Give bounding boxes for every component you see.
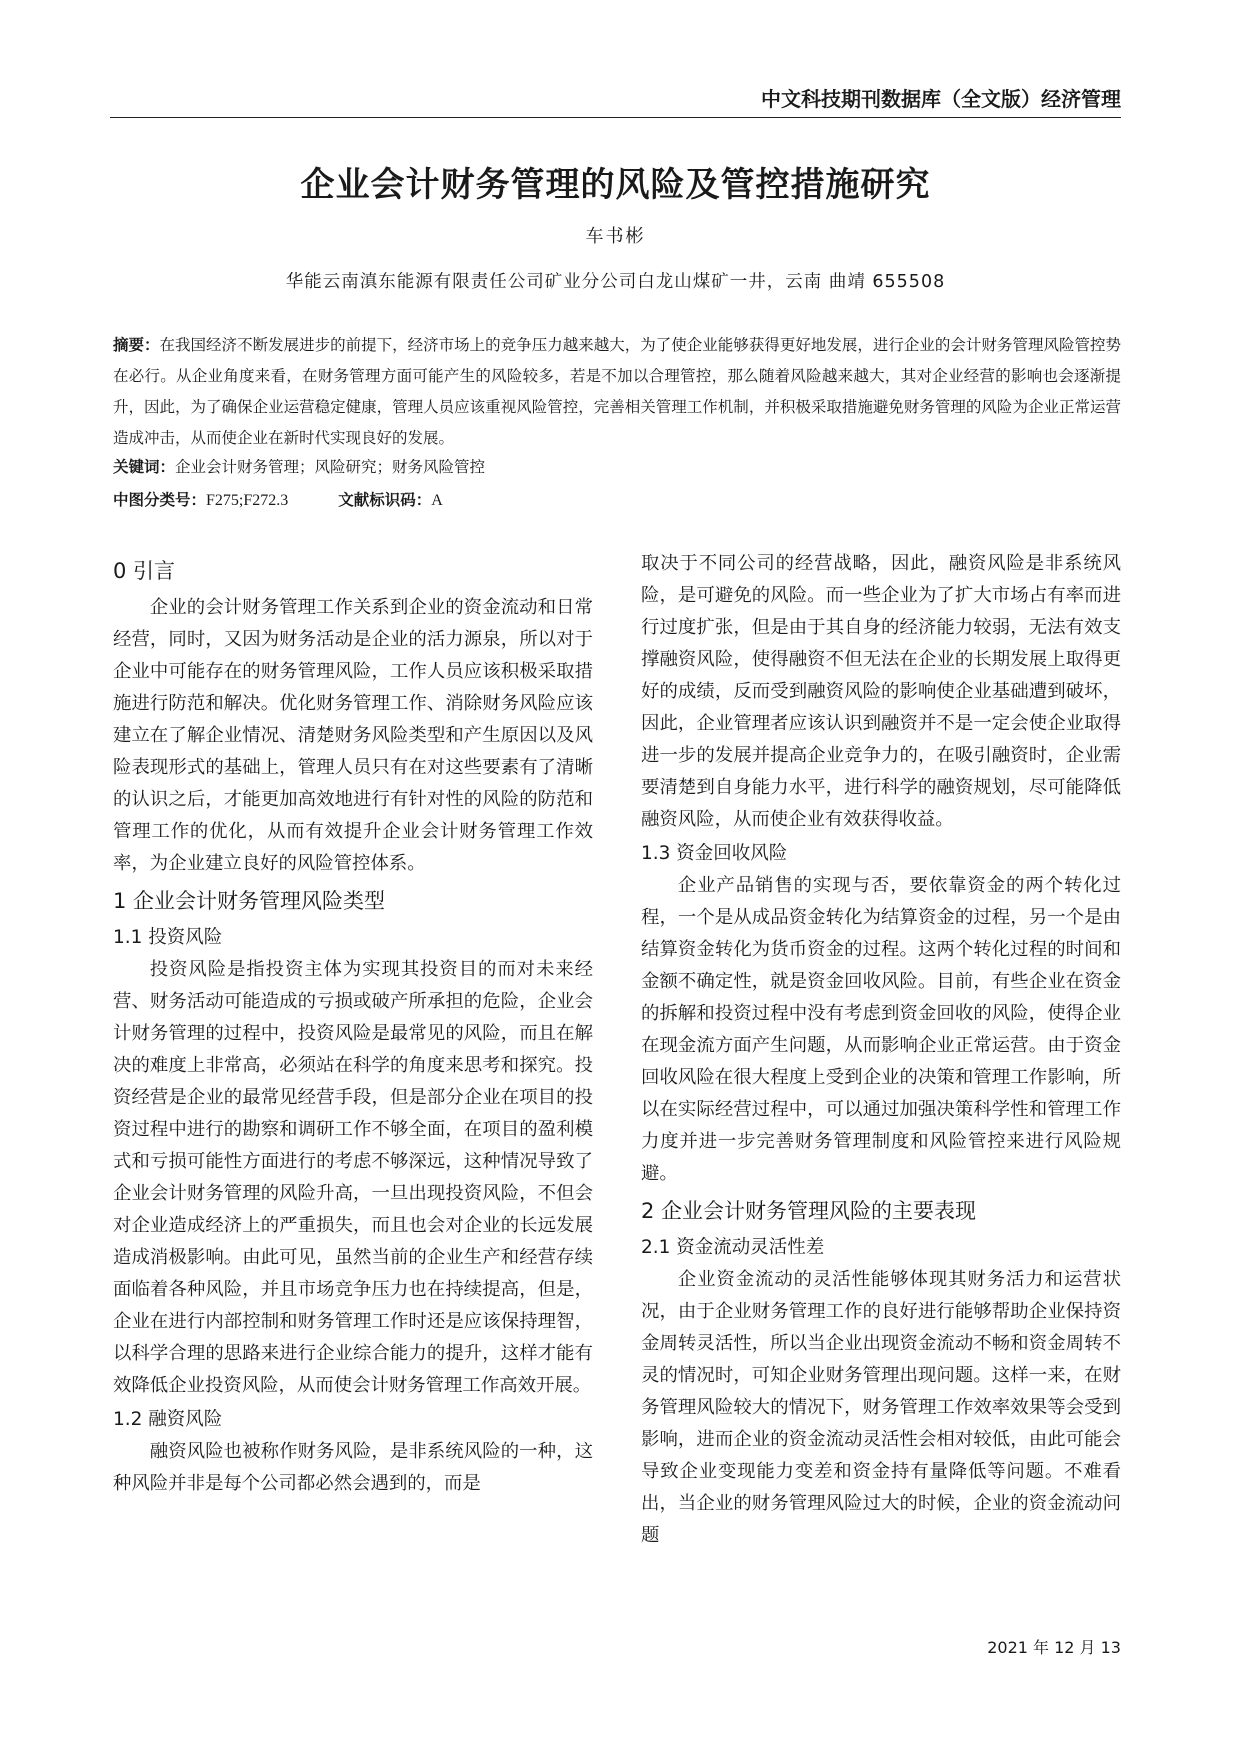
abstract	[113, 330, 1121, 454]
abstract-label: 摘要：	[113, 336, 160, 354]
section-2-1-heading: 2.1 资金流动灵活性差	[641, 1237, 825, 1258]
classification-label: 中图分类号：	[113, 491, 207, 509]
keywords	[113, 455, 485, 477]
article-author: 车书彬	[585, 226, 646, 247]
section-0-paragraph: 企业的会计财务管理工作关系到企业的资金流动和日常经营，同时，又因为财务活动是企业的活力源泉，所以对于企业中可能存在的财务管理风险，工作人员应该积极采取措施进行防范和解决。优化财务管理工作、消除财务风险应该建立在了解企业情况、清楚财务风险类型和产生原因以及风险表现形式的基础上，管理人员只有在对这些要素有了清晰的认识之后，才能更加高效地进行有针对性的风险的防范和管理工作的优化，从而有效提升企业会计财务管理工作效率，为企业建立良好的风险管控体系。	[113, 597, 593, 874]
right-column	[641, 548, 1121, 1552]
journal-header: 中文科技期刊数据库（全文版）经济管理	[761, 87, 1121, 111]
author-affiliation: 华能云南滇东能源有限责任公司矿业分公司白龙山煤矿一井，云南 曲靖 655508	[285, 272, 946, 292]
section-2-heading: 2 企业会计财务管理风险的主要表现	[641, 1199, 977, 1223]
section-0-heading: 0 引言	[113, 559, 176, 583]
section-1-heading: 1 企业会计财务管理风险类型	[113, 889, 386, 913]
classification	[113, 488, 443, 510]
classification-value: F275;F272.3	[206, 492, 289, 509]
abstract-text: 在我国经济不断发展进步的前提下，经济市场上的竞争压力越来越大，为了使企业能够获得更好地发展，进行企业的会计财务管理风险管控势在必行。从企业角度来看，在财务管理方面可能产生的风险较多，若是不加以合理管控，那么随着风险越来越大，其对企业经营的影响也会逐渐提升，因此，为了确保企业运营稳定健康，管理人员应该重视风险管控，完善相关管理工作机制，并积极采取措施避免财务管理的风险为企业正常运营造成冲击，从而使企业在新时代实现良好的发展。	[113, 336, 1121, 447]
section-1-1-paragraph: 投资风险是指投资主体为实现其投资目的而对未来经营、财务活动可能造成的亏损或破产所承担的危险，企业会计财务管理的过程中，投资风险是最常见的风险，而且在解决的难度上非常高，必须站在科学的角度来思考和探究。投资经营是企业的最常见经营手段，但是部分企业在项目的投资过程中进行的勘察和调研工作不够全面，在项目的盈利模式和亏损可能性方面进行的考虑不够深远，这种情况导致了企业会计财务管理的风险升高，一旦出现投资风险，不但会对企业造成经济上的严重损失，而且也会对企业的长远发展造成消极影响。由此可见，虽然当前的企业生产和经营存续面临着各种风险，并且市场竞争压力也在持续提高，但是，企业在进行内部控制和财务管理工作时还是应该保持理智，以科学合理的思路来进行企业综合能力的提升，这样才能有效降低企业投资风险，从而使会计财务管理工作高效开展。	[113, 959, 593, 1396]
section-1-2-heading: 1.2 融资风险	[113, 1409, 223, 1430]
document-code-value: A	[431, 492, 443, 509]
keywords-label: 关键词：	[113, 458, 176, 476]
page-footer: 2021 年 12 月 13	[987, 1638, 1121, 1657]
section-1-3-heading: 1.3 资金回收风险	[641, 843, 788, 864]
document-code-label: 文献标识码：	[338, 491, 432, 509]
section-1-2-continued-paragraph: 取决于不同公司的经营战略，因此，融资风险是非系统风险，是可避免的风险。而一些企业为了扩大市场占有率而进行过度扩张，但是由于其自身的经济能力较弱，无法有效支撑融资风险，使得融资不但无法在企业的长期发展上取得更好的成绩，反而受到融资风险的影响使企业基础遭到破坏，因此，企业管理者应该认识到融资并不是一定会使企业取得进一步的发展并提高企业竞争力的，在吸引融资时，企业需要清楚到自身能力水平，进行科学的融资规划，尽可能降低融资风险，从而使企业有效获得收益。	[641, 553, 1121, 830]
keywords-text: 企业会计财务管理；风险研究；财务风险管控	[175, 458, 486, 476]
section-2-1-paragraph: 企业资金流动的灵活性能够体现其财务活力和运营状况，由于企业财务管理工作的良好进行能够帮助企业保持资金周转灵活性，所以当企业出现资金流动不畅和资金周转不灵的情况时，可知企业财务管理出现问题。这样一来，在财务管理风险较大的情况下，财务管理工作效率效果等会受到影响，进而企业的资金流动灵活性会相对较低，由此可能会导致企业变现能力变差和资金持有量降低等问题。不难看出，当企业的财务管理风险过大的时候，企业的资金流动问题	[641, 1269, 1121, 1546]
left-column	[113, 550, 593, 1500]
section-1-1-heading: 1.1 投资风险	[113, 927, 223, 948]
section-1-2-paragraph: 融资风险也被称作财务风险，是非系统风险的一种，这种风险并非是每个公司都必然会遇到的，而是	[113, 1441, 593, 1494]
section-1-3-paragraph: 企业产品销售的实现与否，要依靠资金的两个转化过程，一个是从成品资金转化为结算资金的过程，另一个是由结算资金转化为货币资金的过程。这两个转化过程的时间和金额不确定性，就是资金回收风险。目前，有些企业在资金的拆解和投资过程中没有考虑到资金回收的风险，使得企业在现金流方面产生问题，从而影响企业正常运营。由于资金回收风险在很大程度上受到企业的决策和管理工作影响，所以在实际经营过程中，可以通过加强决策科学性和管理工作力度并进一步完善财务管理制度和风险管控来进行风险规避。	[641, 875, 1121, 1184]
header-divider	[110, 117, 1121, 118]
article-title: 企业会计财务管理的风险及管控措施研究	[300, 165, 931, 205]
